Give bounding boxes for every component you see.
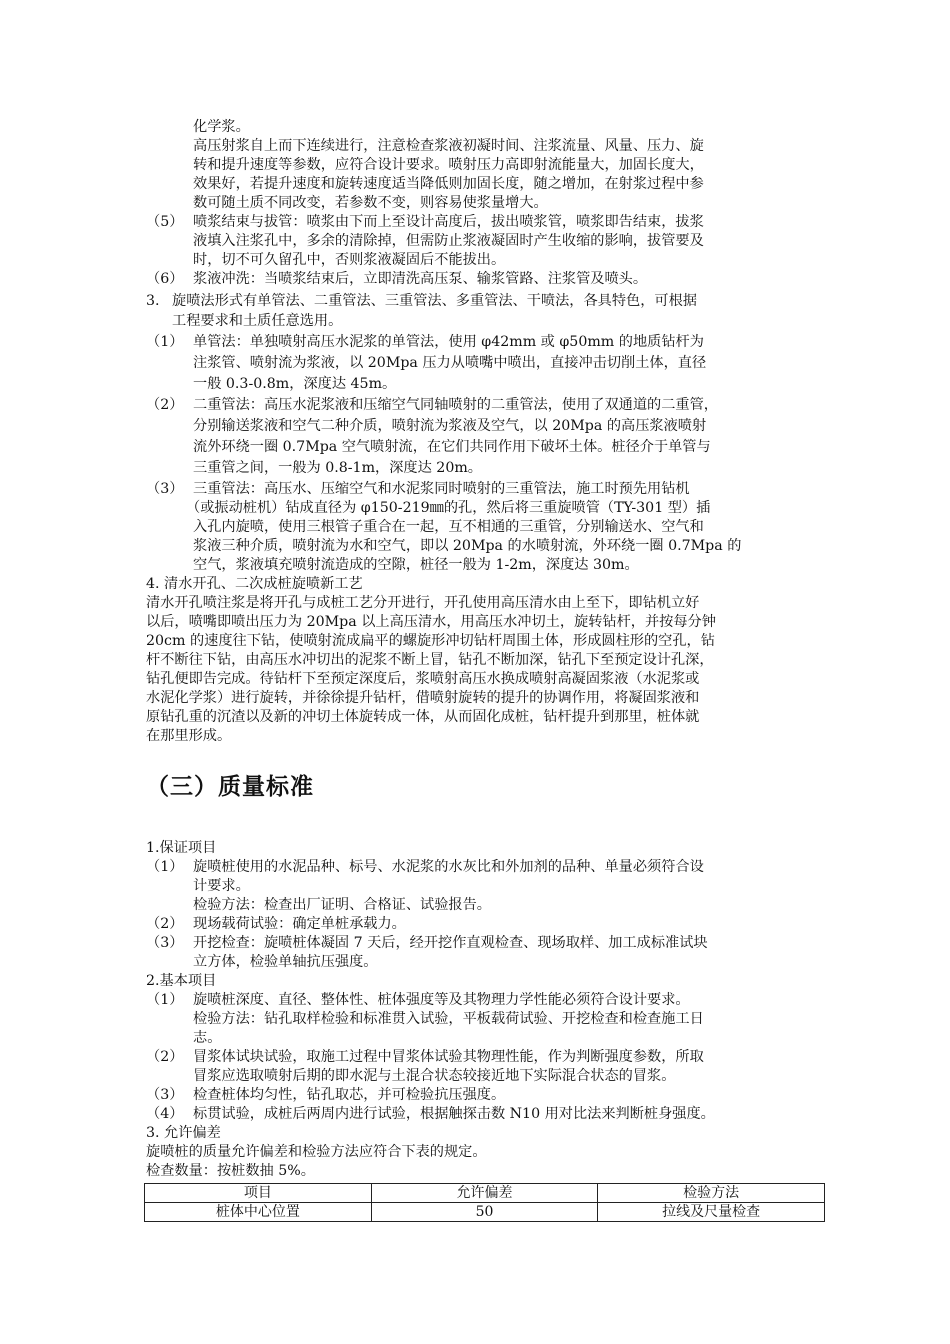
text-line: 现场载荷试验：确定单桩承载力。 — [193, 916, 406, 932]
text-line: 化学浆。 — [193, 119, 250, 135]
text-line: 高压射浆自上而下连续进行，注意检查浆液初凝时间、注浆流量、风量、压力、旋 — [193, 138, 704, 154]
text-line: 转和提升速度等参数，应符合设计要求。喷射压力高即射流能量大，加固长度大， — [193, 157, 704, 173]
text-line: 注浆管、喷射流为浆液，以 20Mpa 压力从喷嘴中喷出，直接冲击切削土体，直径 — [193, 355, 707, 371]
text-line: 2.基本项目 — [146, 973, 217, 989]
text-line: 杆不断往下钻，由高压水冲切出的泥浆不断上冒，钻孔不断加深，钻孔下至预定设计孔深， — [146, 652, 714, 668]
table-header-cell: 允许偏差 — [371, 1184, 598, 1203]
table-header-row — [145, 1184, 825, 1203]
text-line: 检验方法：检查出厂证明、合格证、试验报告。 — [193, 897, 491, 913]
text-line: 液填入注浆孔中，多余的清除掉，但需防止浆液凝固时产生收缩的影响，拔管要及 — [193, 233, 704, 249]
text-line: 分别输送浆液和空气二种介质，喷射流为浆液及空气，以 20Mpa 的高压浆液喷射 — [193, 418, 707, 434]
table-cell: 桩体中心位置 — [145, 1203, 372, 1222]
text-line: 志。 — [193, 1030, 222, 1046]
item-number: （5） — [146, 214, 184, 230]
text-line: 立方体，检验单轴抗压强度。 — [193, 954, 378, 970]
item-number: （3） — [146, 1087, 184, 1103]
text-line: 入孔内旋喷，使用三根管子重合在一起，互不相通的三重管，分别输送水、空气和 — [193, 519, 704, 535]
text-line: 20cm 的速度往下钻，使喷射流成扁平的螺旋形冲切钻杆周围土体，形成圆柱形的空孔，钻 — [146, 633, 715, 649]
item-number: （1） — [146, 859, 184, 875]
text-line: 3. 允许偏差 — [146, 1125, 221, 1141]
text-line: 旋喷桩的质量允许偏差和检验方法应符合下表的规定。 — [146, 1144, 487, 1160]
text-line: 流外环绕一圈 0.7Mpa 空气喷射流，在它们共同作用下破坏土体。桩径介于单管与 — [193, 439, 711, 455]
text-line: 三重管之间，一般为 0.8-1m，深度达 20m。 — [193, 460, 482, 476]
text-line: 检查数量：按桩数抽 5%。 — [146, 1163, 315, 1179]
text-line: 冒浆应选取喷射后期的即水泥与土混合状态较接近地下实际混合状态的冒浆。 — [193, 1068, 676, 1084]
text-line: 水泥化学浆）进行旋转，并徐徐提升钻杆，借喷射旋转的提升的协调作用，将凝固浆液和 — [146, 690, 700, 706]
text-line: 计要求。 — [193, 878, 250, 894]
text-line: 以后，喷嘴即喷出压力为 20Mpa 以上高压清水，用高压水冲切土，旋转钻杆，并按每分钟 — [146, 614, 716, 630]
text-line: 浆液冲洗：当喷浆结束后，立即清洗高压泵、输浆管路、注浆管及喷头。 — [193, 271, 648, 287]
text-line: 旋喷桩使用的水泥品种、标号、水泥浆的水灰比和外加剂的品种、单量必须符合设 — [193, 859, 704, 875]
text-line: 喷浆结束与拔管：喷浆由下而上至设计高度后，拔出喷浆管，喷浆即告结束，拔浆 — [193, 214, 704, 230]
text-line: 工程要求和土质任意选用。 — [172, 313, 343, 329]
text-line: 标贯试验，成桩后两周内进行试验，根据触探击数 N10 用对比法来判断桩身强度。 — [193, 1106, 715, 1122]
item-number: （3） — [146, 935, 184, 951]
table-row — [145, 1203, 825, 1222]
text-line: 二重管法：高压水泥浆液和压缩空气同轴喷射的二重管法，使用了双通道的二重管， — [193, 397, 718, 413]
table-cell: 拉线及尺量检查 — [598, 1203, 825, 1222]
text-line: 清水开孔喷注浆是将开孔与成桩工艺分开进行，开孔使用高压清水由上至下，即钻机立好 — [146, 595, 700, 611]
text-line: 4. 清水开孔、二次成桩旋喷新工艺 — [146, 576, 363, 592]
text-line: 效果好，若提升速度和旋转速度适当降低则加固长度，随之增加，在射浆过程中参 — [193, 176, 704, 192]
item-number: 3. — [146, 293, 160, 309]
section-heading: （三）质量标准 — [146, 774, 314, 800]
item-number: （4） — [146, 1106, 184, 1122]
text-line: 空气，浆液填充喷射流造成的空隙，桩径一般为 1-2m，深度达 30m。 — [193, 557, 639, 573]
table-cell: 50 — [371, 1203, 598, 1222]
item-number: （1） — [146, 334, 184, 350]
text-line: 三重管法：高压水、压缩空气和水泥浆同时喷射的三重管法，施工时预先用钻机 — [193, 481, 690, 497]
item-number: （1） — [146, 992, 184, 1008]
item-number: （2） — [146, 397, 184, 413]
text-line: 检查桩体均匀性，钻孔取芯，并可检验抗压强度。 — [193, 1087, 506, 1103]
table-header-cell: 检验方法 — [598, 1184, 825, 1203]
text-line: 时，切不可久留孔中，否则浆液凝固后不能拔出。 — [193, 252, 506, 268]
text-line: 开挖检查：旋喷桩体凝固 7 天后，经开挖作直观检查、现场取样、加工成标准试块 — [193, 935, 708, 951]
text-line: （或振动桩机）钻成直径为 φ150-219㎜的孔，然后将三重旋喷管（TY-301 型）插 — [186, 500, 711, 516]
text-line: 在那里形成。 — [146, 728, 232, 744]
text-line: 1.保证项目 — [146, 840, 217, 856]
text-line: 检验方法：钻孔取样检验和标准贯入试验，平板载荷试验、开挖检查和检查施工日 — [193, 1011, 704, 1027]
item-number: （3） — [146, 481, 184, 497]
text-line: 浆液三种介质，喷射流为水和空气，即以 20Mpa 的水喷射流，外环绕一圈 0.7Mpa 的 — [193, 538, 742, 554]
text-line: 原钻孔重的沉渣以及新的冲切土体旋转成一体，从而固化成桩，钻杆提升到那里，桩体就 — [146, 709, 700, 725]
item-number: （2） — [146, 916, 184, 932]
text-line: 单管法：单独喷射高压水泥浆的单管法，使用 φ42mm 或 φ50mm 的地质钻杆为 — [193, 334, 704, 350]
tolerance-table — [144, 1183, 825, 1222]
text-line: 一般 0.3-0.8m，深度达 45m。 — [193, 376, 397, 392]
text-line: 钻孔便即告完成。待钻杆下至预定深度后，浆喷射高压水换成喷射高凝固浆液（水泥浆或 — [146, 671, 700, 687]
text-line: 数可随土质不同改变，若参数不变，则容易使浆量增大。 — [193, 195, 548, 211]
item-number: （6） — [146, 271, 184, 287]
text-line: 旋喷法形式有单管法、二重管法、三重管法、多重管法、干喷法，各具特色，可根据 — [172, 293, 697, 309]
text-line: 冒浆体试块试验，取施工过程中冒浆体试验其物理性能，作为判断强度参数，所取 — [193, 1049, 704, 1065]
item-number: （2） — [146, 1049, 184, 1065]
table-header-cell: 项目 — [145, 1184, 372, 1203]
text-line: 旋喷桩深度、直径、整体性、桩体强度等及其物理力学性能必须符合设计要求。 — [193, 992, 690, 1008]
